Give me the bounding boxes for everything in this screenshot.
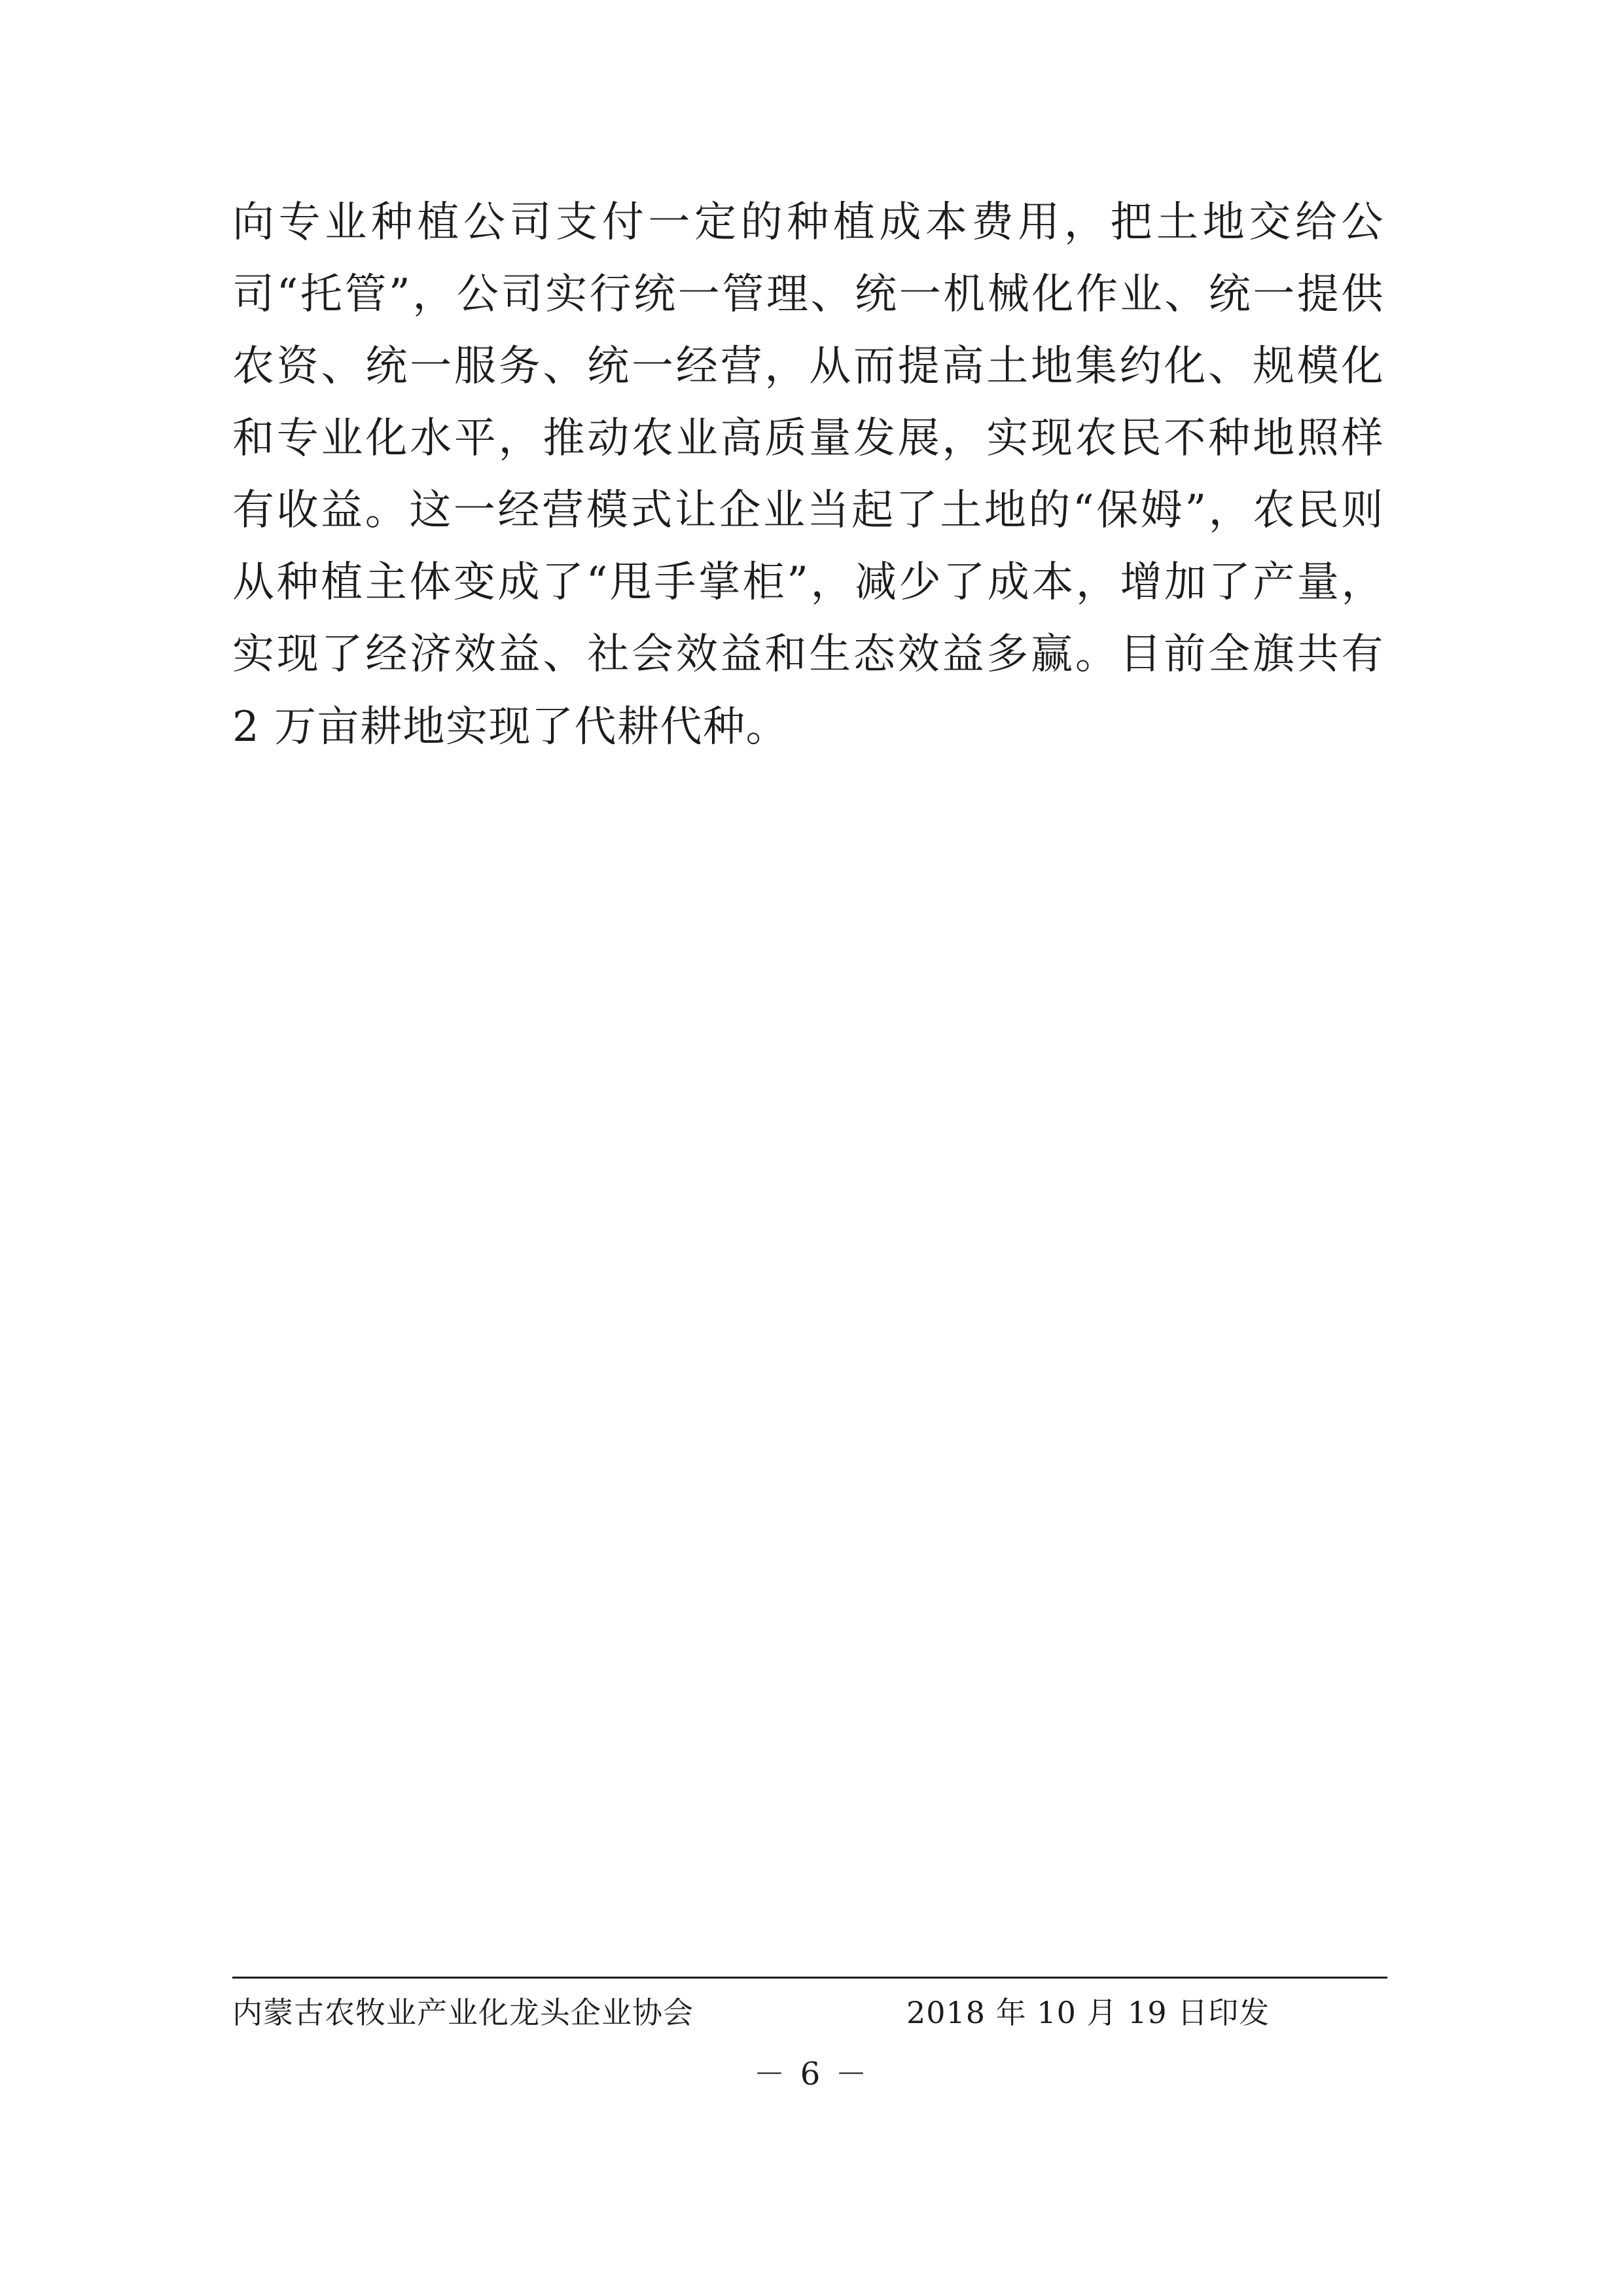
footer-row [232,1979,1387,2032]
page-number: － 6 － [753,2056,870,2092]
body-text-block [232,187,1384,763]
page-footer [232,1977,1387,2032]
body-paragraph: 向专业种植公司支付一定的种植成本费用，把土地交给公司“托管”，公司实行统一管理、统一机械化作业、统一提供农资、统一服务、统一经营，从而提高土地集约化、规模化和专业化水平，推动农业高质量发展，实现农民不种地照样有收益。这一经营模式让企业当起了土地的“保姆”，农民则从种植主体变成了“甩手掌柜”，减少了成本，增加了产量，实现了经济效益、社会效益和生态效益多赢。目前全旗共有 2 万亩耕地实现了代耕代种。 [232,198,1384,751]
footer-organization: 内蒙古农牧业产业化龙头企业协会 [232,1995,694,2030]
footer-date: 2018 年 10 月 19 日印发 [906,1995,1270,2030]
